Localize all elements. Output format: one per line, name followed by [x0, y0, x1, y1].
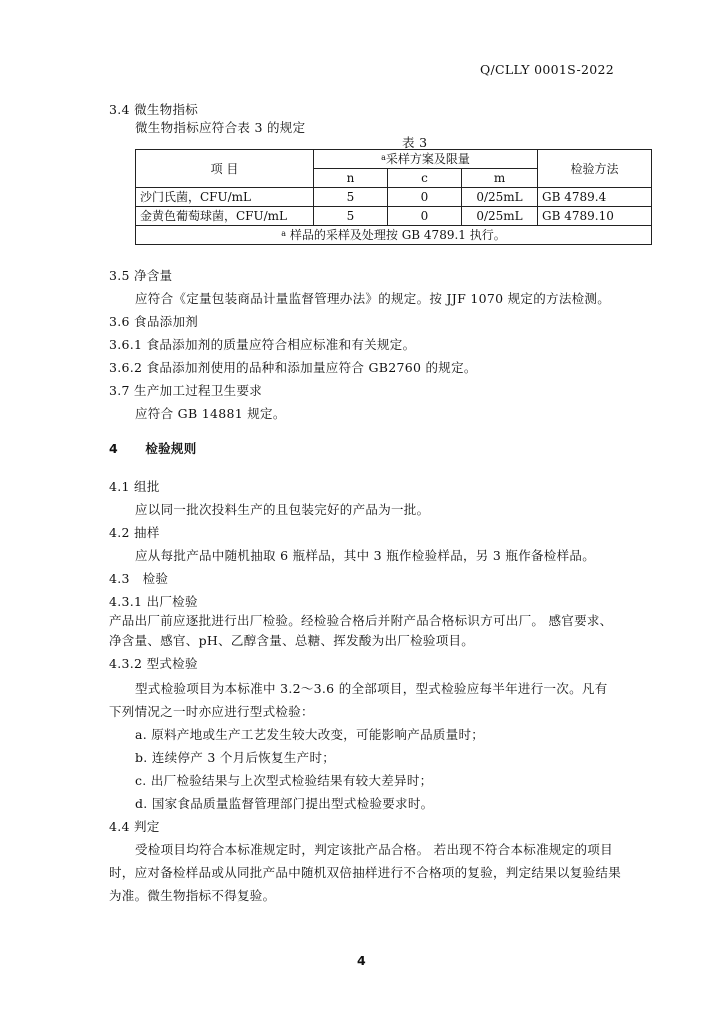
section-4-3-2-heading: 4.3.2 型式检验 [109, 656, 198, 671]
list-item: d. 国家食品质量监督管理部门提出型式检验要求时。 [135, 796, 434, 811]
cell-n: 5 [314, 207, 388, 226]
col-header-plan-label: 采样方案及限量 [385, 152, 470, 166]
table-note [136, 226, 652, 245]
sub-header-m: m [462, 169, 538, 188]
section-4-4-line3: 为准。微生物指标不得复验。 [109, 888, 276, 903]
list-item: c. 出厂检验结果与上次型式检验结果有较大差异时； [135, 773, 433, 788]
sub-header-n: n [314, 169, 388, 188]
cell-c: 0 [388, 188, 462, 207]
section-3-7-body: 应符合 GB 14881 规定。 [135, 406, 286, 421]
cell-c: 0 [388, 207, 462, 226]
list-item: a. 原料产地或生产工艺发生较大改变，可能影响产品质量时； [135, 727, 485, 742]
col-header-item: 项 目 [136, 150, 314, 188]
section-3-4-body: 微生物指标应符合表 3 的规定 [135, 120, 306, 135]
section-4-3-2-line1: 型式检验项目为本标准中 3.2～3.6 的全部项目，型式检验应每半年进行一次。凡有 [135, 681, 608, 696]
sub-header-c: c [388, 169, 462, 188]
cell-method: GB 4789.10 [538, 207, 652, 226]
list-item: b. 连续停产 3 个月后恢复生产时； [135, 750, 336, 765]
cell-item: 沙门氏菌，CFU/mL [136, 188, 314, 207]
section-4-2-heading: 4.2 抽样 [109, 525, 160, 540]
section-3-4-num: 3.4 [109, 102, 130, 117]
section-4-1-body: 应以同一批次投料生产的且包装完好的产品为一批。 [135, 502, 430, 517]
table-note-text: 样品的采样及处理按 GB 4789.1 执行。 [289, 228, 506, 242]
table-3 [135, 149, 652, 245]
cell-method: GB 4789.4 [538, 188, 652, 207]
section-4-4-line1: 受检项目均符合本标准规定时，判定该批产品合格。 若出现不符合本标准规定的项目 [135, 842, 613, 857]
section-3-4-title: 微生物指标 [134, 102, 199, 117]
table-row [136, 207, 652, 226]
table-header-row [136, 150, 652, 169]
chapter-4-num: 4 [109, 441, 118, 456]
section-4-2-body: 应从每批产品中随机抽取 6 瓶样品，其中 3 瓶作检验样品，另 3 瓶作备检样品。 [135, 548, 595, 563]
section-3-5-heading: 3.5 净含量 [109, 268, 173, 283]
doc-code-header: Q/CLLY 0001S-2022 [479, 62, 614, 77]
cell-n: 5 [314, 188, 388, 207]
table-row [136, 188, 652, 207]
section-4-3-2-line2: 下列情况之一时亦应进行型式检验： [109, 704, 314, 719]
table-3-caption: 表 3 [402, 135, 428, 150]
table-note-mark: a [281, 229, 287, 238]
section-4-3-1-heading: 4.3.1 出厂检验 [109, 594, 198, 609]
cell-m: 0/25mL [462, 207, 538, 226]
section-4-4-line2: 时，应对备检样品或从同批产品中随机双倍抽样进行不合格项的复验，判定结果以复验结果 [109, 865, 622, 880]
chapter-4-heading [109, 440, 197, 458]
section-3-6-1: 3.6.1 食品添加剂的质量应符合相应标准和有关规定。 [109, 337, 416, 352]
section-3-6-2: 3.6.2 食品添加剂使用的品种和添加量应符合 GB2760 的规定。 [109, 360, 477, 375]
section-4-3-heading: 4.3 检验 [109, 571, 169, 586]
section-3-4-heading [109, 101, 198, 119]
section-4-3-1-line1: 产品出厂前应逐批进行出厂检验。经检验合格后并附产品合格标识方可出厂。 感官要求、 [109, 613, 613, 628]
col-header-method: 检验方法 [538, 150, 652, 188]
section-3-7-heading: 3.7 生产加工过程卫生要求 [109, 383, 263, 398]
col-header-plan-mark: a [381, 153, 386, 162]
page-number: 4 [357, 953, 366, 968]
section-3-6-heading: 3.6 食品添加剂 [109, 314, 199, 329]
section-4-4-heading: 4.4 判定 [109, 819, 160, 834]
section-4-1-heading: 4.1 组批 [109, 479, 160, 494]
cell-item: 金黄色葡萄球菌，CFU/mL [136, 207, 314, 226]
col-header-plan [314, 150, 538, 169]
section-4-3-1-line2: 净含量、感官、pH、乙醇含量、总糖、挥发酸为出厂检验项目。 [109, 633, 475, 648]
chapter-4-title: 检验规则 [145, 441, 197, 456]
cell-m: 0/25mL [462, 188, 538, 207]
section-3-5-body: 应符合《定量包装商品计量监督管理办法》的规定。按 JJF 1070 规定的方法检测。 [135, 291, 611, 306]
table-note-row [136, 226, 652, 245]
